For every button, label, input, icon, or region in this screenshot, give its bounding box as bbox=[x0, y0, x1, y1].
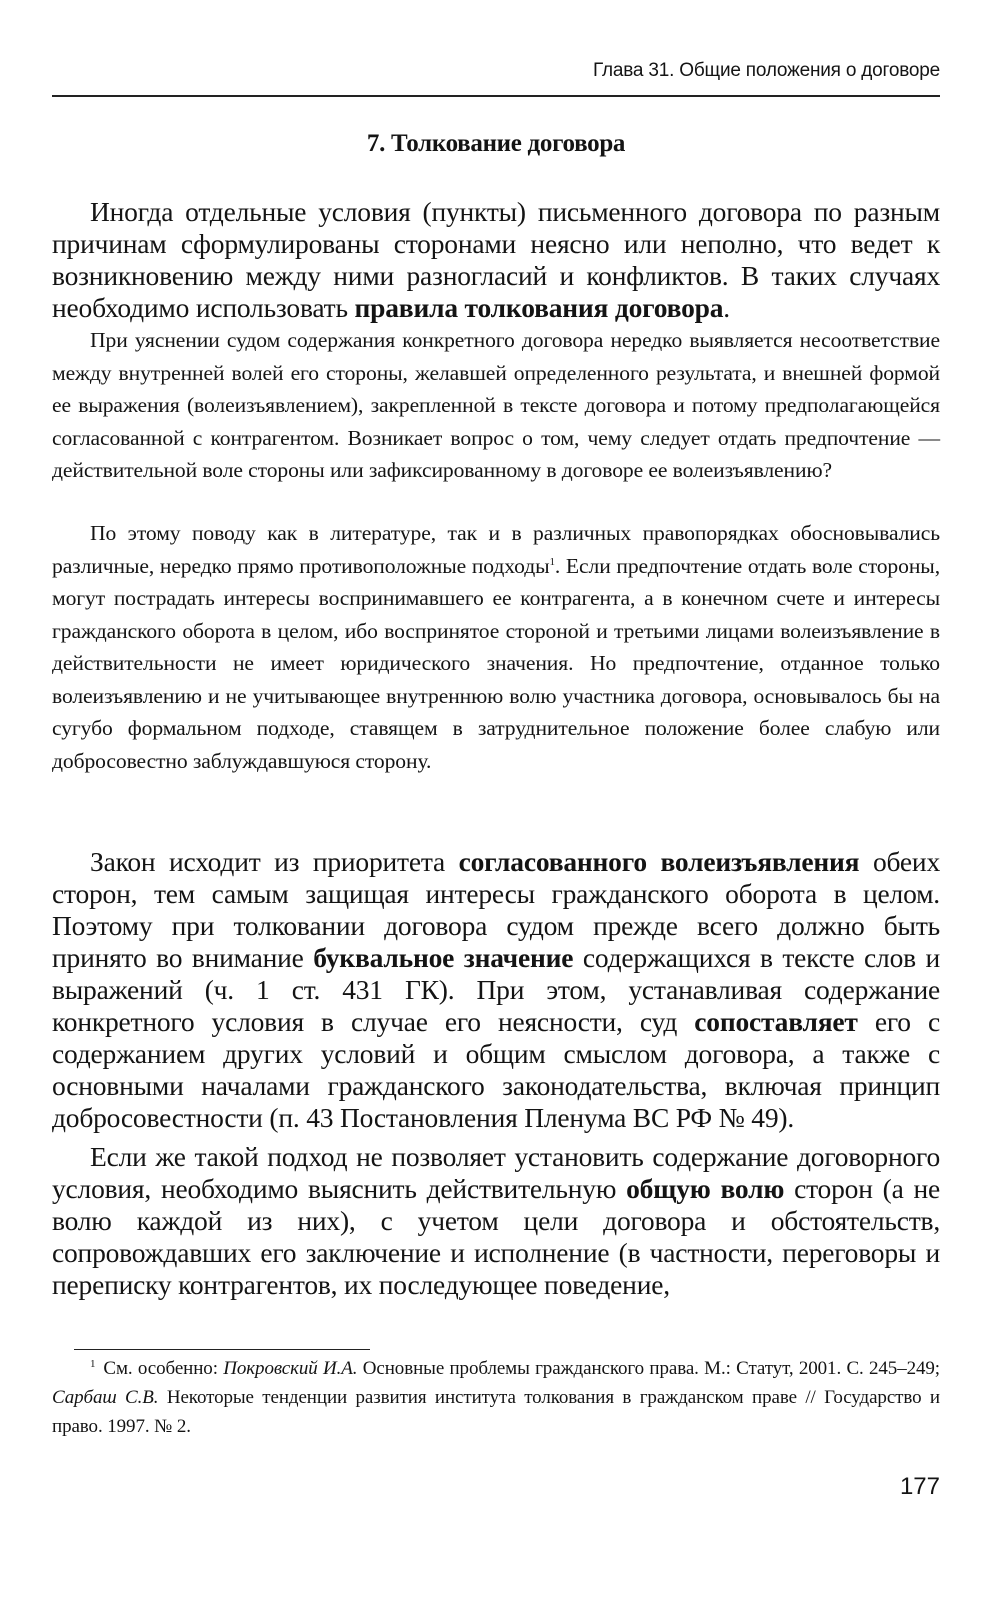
paragraph-3-text: По этому поводу как в литературе, так и в различных правопорядках обосновывались различные, нередко прямо противоположные подходы bbox=[52, 521, 940, 578]
paragraph-5-bold-1: общую волю bbox=[626, 1173, 785, 1204]
header-rule bbox=[52, 95, 940, 97]
paragraph-5-text-2: сторон (а не волю каждой из них), с учетом цели договора и обстоятельств, сопровождавших его заключение и исполнение (в частности, переговоры и переписку контрагентов, их последующее поведение, bbox=[52, 1173, 941, 1300]
paragraph-2 bbox=[52, 324, 940, 487]
paragraph-4-bold-1: согласованного волеизъявления bbox=[458, 846, 860, 877]
paragraph-4-text-4: его с содержанием других условий и общим смыслом договора, а также с основными началами гражданского законодательства, включая принцип добросовестности (п. 43 Постановления Пленума ВС РФ № 49). bbox=[52, 1006, 940, 1133]
paragraph-4-bold-2: буквальное значение bbox=[313, 942, 574, 973]
paragraph-4-text-1: Закон исходит из приоритета bbox=[90, 846, 459, 877]
section-title: 7. Толкование договора bbox=[366, 130, 626, 157]
paragraph-2-text: При уяснении судом содержания конкретного договора нередко выявляется несоответствие между внутренней волей его стороны, желавшей определенного результата, и внешней формой ее выражения (волеизъявлением), закрепленной в тексте договора и потому предполагающейся согласованной с контрагентом. Возникает вопрос о том, чему следует отдать предпочтение — действительной воле стороны или зафиксированному в договоре ее волеизъявлению? bbox=[52, 328, 940, 482]
footnote-mark: 1 bbox=[90, 1357, 96, 1370]
paragraph-1-bold-term: правила толкования договора bbox=[354, 292, 724, 323]
page-number: 177 bbox=[899, 1473, 940, 1500]
footnote-reference[interactable]: 1 bbox=[549, 555, 555, 568]
paragraph-4-bold-3: сопоставляет bbox=[694, 1006, 858, 1037]
footnote-text-2: Основные проблемы гражданского права. М.: Статут, 2001. С. 245–249; bbox=[357, 1358, 940, 1379]
paragraph-4-text-3: содержащихся в тексте слов и выражений (ч. 1 ст. 431 ГК). При этом, устанавливая содержание конкретного условия в случае его неясности, суд bbox=[52, 942, 940, 1037]
footnote bbox=[52, 1354, 940, 1441]
paragraph-5 bbox=[52, 1141, 940, 1301]
paragraph-1 bbox=[52, 196, 940, 324]
footnote-rule bbox=[74, 1349, 370, 1350]
paragraph-4-text-2: обеих сторон, тем самым защищая интересы гражданского оборота в целом. Поэтому при толковании договора судом прежде всего должно быть принято во внимание bbox=[52, 846, 940, 973]
paragraph-1-end: . bbox=[723, 292, 730, 323]
paragraph-4 bbox=[52, 846, 940, 1134]
footnote-text-3: Некоторые тенденции развития института толкования в гражданском праве // Государство и право. 1997. № 2. bbox=[52, 1387, 940, 1437]
paragraph-3 bbox=[52, 517, 940, 777]
footnote-author-1: Покровский И.А. bbox=[223, 1358, 358, 1379]
paragraph-3-rest: . Если предпочтение отдать воле стороны, могут пострадать интересы воспринимавшего ее контрагента, а в конечном счете и интересы гражданского оборота в целом, ибо воспринятое стороной и третьими лицами волеизъявление в действительности не имеет юридического значения. Но предпочтение, отданное только волеизъявлению и не учитывающее внутреннюю волю участника договора, основывалось бы на сугубо формальном подходе, ставящем в затруднительное положение более слабую или добросовестно заблуждавшуюся сторону. bbox=[52, 553, 940, 773]
paragraph-1-text: Иногда отдельные условия (пункты) письменного договора по разным причинам сформулированы сторонами неясно или неполно, что ведет к возникновению между ними разногласий и конфликтов. В таких случаях необходимо использовать bbox=[52, 196, 940, 323]
paragraph-5-text-1: Если же такой подход не позволяет установить содержание договорного условия, необходимо выяснить действительную bbox=[52, 1141, 940, 1204]
footnote-text-1: См. особенно: bbox=[103, 1358, 224, 1379]
footnote-author-2: Сарбаш С.В. bbox=[52, 1387, 159, 1408]
running-head: Глава 31. Общие положения о договоре bbox=[592, 60, 940, 81]
